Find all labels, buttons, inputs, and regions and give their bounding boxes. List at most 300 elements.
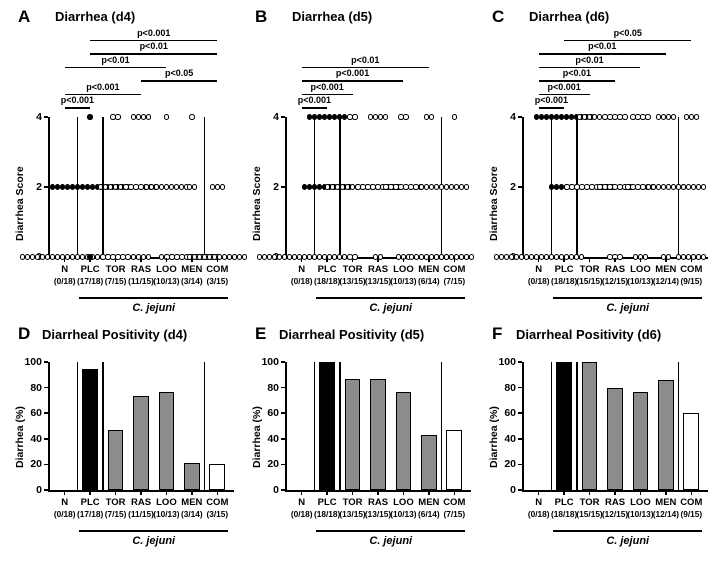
x-tick-label: RAS	[367, 264, 389, 275]
bar	[633, 392, 649, 490]
x-tick-label: COM	[443, 497, 466, 508]
data-point	[115, 114, 120, 119]
y-tick-label: 40	[504, 432, 516, 445]
bar	[108, 430, 124, 490]
x-tick	[454, 491, 455, 495]
y-tick-label: 20	[30, 458, 42, 471]
y-axis-line	[285, 362, 287, 491]
x-tick-label: MEN	[181, 264, 203, 275]
y-tick	[518, 438, 522, 440]
x-tick-sublabel: (0/18)	[527, 276, 550, 286]
x-tick-label: MEN	[418, 497, 440, 508]
y-axis-line	[48, 362, 50, 491]
x-tick-sublabel: (15/15)	[576, 509, 603, 519]
y-tick-label: 40	[30, 432, 42, 445]
x-tick-sublabel: (13/15)	[339, 509, 366, 519]
significance-label: p<0.001	[335, 68, 370, 78]
panel-title: Diarrhea (d6)	[529, 9, 610, 24]
data-point	[87, 114, 92, 119]
x-tick-sublabel: (17/18)	[76, 276, 104, 286]
x-tick-sublabel: (18/18)	[313, 509, 341, 519]
significance-bar	[302, 80, 404, 82]
data-point	[645, 114, 650, 119]
x-tick	[326, 258, 327, 262]
x-tick-sublabel: (6/14)	[418, 509, 440, 519]
x-tick-sublabel: (10/13)	[390, 509, 417, 519]
x-tick-label: TOR	[105, 497, 126, 508]
x-tick-sublabel: (10/13)	[390, 276, 417, 286]
significance-label: p<0.001	[86, 81, 120, 92]
panel-b	[237, 0, 474, 314]
x-tick	[614, 491, 615, 495]
y-tick	[44, 361, 48, 363]
x-tick-label: RAS	[604, 264, 626, 275]
x-tick	[403, 258, 404, 262]
panel-c	[474, 0, 711, 314]
bar	[209, 464, 225, 490]
y-tick	[281, 438, 285, 440]
bar	[396, 392, 412, 490]
significance-bar	[302, 67, 429, 69]
x-tick-sublabel: (3/14)	[181, 276, 203, 286]
x-tick	[166, 491, 167, 495]
data-point	[452, 114, 457, 119]
data-point	[671, 114, 676, 119]
x-tick	[665, 258, 666, 262]
x-tick-sublabel: (0/18)	[290, 509, 313, 519]
group-bracket-label: C. jejuni	[369, 535, 413, 547]
y-axis-title: Diarrhea (%)	[488, 406, 500, 468]
x-tick-sublabel: (18/18)	[313, 276, 341, 286]
y-tick-label: 80	[504, 381, 516, 394]
significance-bar	[90, 53, 217, 55]
x-tick-sublabel: (17/18)	[76, 509, 104, 519]
x-tick-sublabel: (7/15)	[104, 276, 127, 286]
significance-label: p<0.01	[562, 68, 591, 78]
panel-letter: A	[18, 7, 31, 26]
x-tick	[589, 258, 590, 262]
data-point	[579, 254, 584, 259]
significance-label: p<0.001	[534, 95, 569, 105]
group-separator-line	[204, 362, 206, 491]
bar	[319, 362, 335, 490]
x-tick-sublabel: (0/18)	[53, 276, 76, 286]
group-separator-line	[678, 362, 680, 491]
y-tick	[44, 438, 48, 440]
y-axis-title: Diarrhea Score	[14, 166, 26, 241]
x-tick	[89, 491, 90, 495]
x-tick	[538, 258, 539, 262]
x-tick-label: LOO	[156, 497, 177, 508]
x-tick	[166, 258, 167, 262]
significance-label: p<0.01	[351, 54, 380, 65]
y-tick-label: 40	[267, 432, 279, 445]
x-tick-label: MEN	[181, 497, 203, 508]
x-tick-label: MEN	[418, 264, 440, 275]
x-tick-sublabel: (13/15)	[364, 276, 392, 286]
group-bracket-label: C. jejuni	[606, 535, 650, 547]
group-separator-line	[77, 362, 79, 491]
bar	[184, 463, 200, 490]
significance-bar	[539, 107, 564, 109]
significance-bar	[539, 80, 615, 82]
significance-bar	[65, 94, 141, 96]
x-tick	[352, 491, 353, 495]
y-tick	[518, 361, 522, 363]
y-tick	[44, 489, 48, 491]
x-tick	[377, 258, 378, 262]
panel-e	[237, 300, 474, 567]
y-tick-label: 4	[510, 111, 516, 123]
bar	[683, 413, 699, 490]
x-tick	[428, 258, 429, 262]
group-bracket-label: C. jejuni	[606, 302, 650, 314]
group-bracket-line	[553, 530, 702, 532]
y-axis-line	[522, 362, 524, 491]
y-tick-label: 2	[510, 181, 516, 193]
x-tick-label: COM	[206, 264, 229, 275]
y-tick-label: 20	[504, 458, 516, 471]
x-tick-label: LOO	[393, 264, 414, 275]
y-tick-label: 4	[36, 111, 42, 123]
data-point	[701, 184, 706, 189]
y-tick-label: 80	[267, 381, 279, 394]
y-tick	[44, 116, 48, 118]
x-tick	[691, 258, 692, 262]
significance-label: p<0.001	[547, 81, 581, 92]
y-tick	[518, 489, 522, 491]
x-tick-sublabel: (12/14)	[652, 509, 679, 519]
panel-title: Diarrheal Positivity (d4)	[42, 327, 188, 342]
bar	[446, 430, 462, 490]
y-tick-label: 60	[30, 407, 42, 420]
x-tick-label: RAS	[130, 264, 152, 275]
x-tick-sublabel: (12/15)	[601, 509, 629, 519]
significance-label: p<0.01	[101, 54, 130, 65]
bar	[370, 379, 386, 490]
x-tick	[140, 491, 141, 495]
x-tick-sublabel: (12/15)	[601, 276, 629, 286]
y-tick-label: 2	[36, 181, 42, 193]
x-tick-sublabel: (3/14)	[181, 509, 203, 519]
panel-letter: B	[255, 7, 268, 26]
x-tick-sublabel: (18/18)	[550, 509, 578, 519]
x-tick	[665, 491, 666, 495]
x-tick	[538, 491, 539, 495]
x-tick	[428, 491, 429, 495]
y-tick	[281, 361, 285, 363]
significance-label: p<0.05	[165, 68, 194, 78]
significance-bar	[65, 67, 167, 69]
y-tick	[44, 412, 48, 414]
data-point	[125, 254, 130, 259]
y-tick	[518, 186, 522, 188]
x-tick	[64, 258, 65, 262]
bar	[421, 435, 437, 490]
group-separator-line	[576, 362, 578, 491]
x-tick-label: PLC	[554, 264, 574, 275]
x-tick-label: COM	[443, 264, 466, 275]
significance-label: p<0.001	[60, 95, 95, 105]
x-tick	[301, 491, 302, 495]
x-tick-label: RAS	[367, 497, 389, 508]
y-tick	[518, 387, 522, 389]
x-tick-label: PLC	[80, 497, 100, 508]
x-tick-sublabel: (9/15)	[680, 509, 703, 519]
group-separator-line	[102, 362, 104, 491]
x-tick-sublabel: (0/18)	[527, 509, 550, 519]
x-tick-label: PLC	[554, 497, 574, 508]
x-tick	[217, 491, 218, 495]
panel-f	[474, 300, 711, 567]
x-tick-label: N	[535, 264, 543, 275]
x-tick	[140, 258, 141, 262]
x-tick-label: PLC	[80, 264, 100, 275]
x-tick-label: N	[535, 497, 543, 508]
data-point	[146, 114, 151, 119]
panel-title: Diarrheal Positivity (d5)	[279, 327, 425, 342]
x-tick-label: PLC	[317, 497, 337, 508]
y-tick	[518, 464, 522, 466]
x-tick-label: TOR	[579, 497, 600, 508]
x-tick	[614, 258, 615, 262]
panel-letter: C	[492, 7, 505, 26]
x-tick-sublabel: (9/15)	[680, 276, 703, 286]
x-tick-sublabel: (10/13)	[153, 509, 180, 519]
x-tick	[563, 258, 564, 262]
x-tick-label: RAS	[604, 497, 626, 508]
data-point	[164, 114, 169, 119]
x-tick-sublabel: (12/14)	[652, 276, 679, 286]
y-tick-label: 0	[273, 484, 279, 496]
bar	[82, 369, 98, 490]
x-tick-sublabel: (0/18)	[53, 509, 76, 519]
x-tick-sublabel: (7/15)	[443, 509, 466, 519]
bar	[582, 362, 598, 490]
significance-bar	[90, 40, 217, 42]
x-tick-label: N	[61, 497, 69, 508]
panel-title: Diarrhea (d4)	[55, 9, 136, 24]
y-tick	[281, 412, 285, 414]
x-tick	[377, 491, 378, 495]
x-tick-label: MEN	[655, 264, 677, 275]
x-tick-sublabel: (10/13)	[627, 509, 654, 519]
x-tick	[640, 258, 641, 262]
y-tick	[281, 387, 285, 389]
group-bracket-line	[316, 297, 465, 299]
x-tick-sublabel: (18/18)	[550, 276, 578, 286]
x-tick-label: LOO	[630, 264, 651, 275]
data-point	[192, 184, 197, 189]
bar	[658, 380, 674, 490]
bar	[133, 396, 149, 490]
x-tick	[326, 491, 327, 495]
x-tick	[454, 258, 455, 262]
significance-bar	[302, 94, 353, 96]
x-tick-sublabel: (13/15)	[339, 276, 366, 286]
panel-title: Diarrheal Positivity (d6)	[516, 327, 662, 342]
bar	[345, 379, 361, 490]
x-tick-label: LOO	[630, 497, 651, 508]
panel-letter: F	[492, 324, 503, 343]
group-bracket-line	[79, 297, 228, 299]
data-point	[146, 254, 151, 259]
x-tick	[301, 258, 302, 262]
y-tick-label: 100	[498, 356, 516, 368]
data-point	[189, 114, 194, 119]
group-separator-line	[204, 117, 206, 258]
y-tick-label: 2	[273, 181, 279, 193]
y-tick	[281, 464, 285, 466]
x-tick-sublabel: (13/15)	[364, 509, 392, 519]
panel-d	[0, 300, 237, 567]
x-tick-label: LOO	[393, 497, 414, 508]
x-tick-label: N	[298, 264, 306, 275]
y-tick	[44, 464, 48, 466]
panel-a	[0, 0, 237, 314]
x-tick-label: TOR	[579, 264, 600, 275]
group-separator-line	[339, 362, 341, 491]
significance-bar	[564, 40, 691, 42]
x-tick	[115, 491, 116, 495]
x-tick-label: LOO	[156, 264, 177, 275]
y-tick	[44, 387, 48, 389]
group-bracket-label: C. jejuni	[369, 302, 413, 314]
x-tick	[64, 491, 65, 495]
x-tick-label: N	[61, 264, 69, 275]
x-tick-sublabel: (10/13)	[153, 276, 180, 286]
significance-label: p<0.01	[588, 41, 617, 51]
x-tick-sublabel: (0/18)	[290, 276, 313, 286]
group-bracket-line	[316, 530, 465, 532]
y-axis-title: Diarrhea (%)	[14, 406, 26, 468]
x-tick-sublabel: (3/15)	[206, 509, 229, 519]
x-tick-label: RAS	[130, 497, 152, 508]
y-tick-label: 60	[504, 407, 516, 420]
y-tick	[281, 116, 285, 118]
x-tick-sublabel: (10/13)	[627, 276, 654, 286]
x-tick	[640, 491, 641, 495]
group-separator-line	[551, 362, 553, 491]
x-tick-label: TOR	[342, 264, 363, 275]
y-tick-label: 80	[30, 381, 42, 394]
group-bracket-line	[553, 297, 702, 299]
panel-letter: E	[255, 324, 267, 343]
data-point	[464, 184, 469, 189]
y-axis-title: Diarrhea Score	[251, 166, 263, 241]
y-tick-label: 100	[24, 356, 42, 368]
significance-bar	[539, 53, 666, 55]
y-tick	[518, 116, 522, 118]
data-point	[617, 254, 622, 259]
bar	[159, 392, 175, 490]
data-point	[383, 114, 388, 119]
data-point	[429, 114, 434, 119]
x-tick	[352, 258, 353, 262]
x-tick-sublabel: (7/15)	[104, 509, 127, 519]
bar	[607, 388, 623, 490]
data-point	[643, 254, 648, 259]
x-tick	[191, 258, 192, 262]
x-tick	[563, 491, 564, 495]
x-tick-label: TOR	[342, 497, 363, 508]
x-tick	[115, 258, 116, 262]
significance-label: p<0.01	[139, 41, 168, 51]
y-tick-label: 60	[267, 407, 279, 420]
y-tick	[281, 186, 285, 188]
x-tick-label: N	[298, 497, 306, 508]
significance-label: p<0.05	[613, 27, 642, 38]
x-tick-label: COM	[680, 264, 703, 275]
significance-label: p<0.001	[310, 81, 344, 92]
y-tick-label: 4	[273, 111, 279, 123]
x-tick-sublabel: (6/14)	[418, 276, 440, 286]
x-tick-sublabel: (15/15)	[576, 276, 603, 286]
significance-label: p<0.001	[297, 95, 332, 105]
group-bracket-label: C. jejuni	[132, 535, 176, 547]
x-tick	[691, 491, 692, 495]
x-tick-label: MEN	[655, 497, 677, 508]
group-bracket-line	[79, 530, 228, 532]
x-tick	[191, 491, 192, 495]
y-axis-title: Diarrhea Score	[488, 166, 500, 241]
x-tick-label: PLC	[317, 264, 337, 275]
significance-bar	[65, 107, 90, 109]
y-tick-label: 0	[510, 484, 516, 496]
bar	[556, 362, 572, 490]
y-tick	[518, 412, 522, 414]
x-tick	[589, 491, 590, 495]
data-point	[342, 254, 347, 259]
y-tick-label: 100	[261, 356, 279, 368]
y-axis-title: Diarrhea (%)	[251, 406, 263, 468]
group-separator-line	[314, 362, 316, 491]
y-axis-line	[522, 117, 524, 258]
group-separator-line	[441, 362, 443, 491]
x-tick-sublabel: (3/15)	[206, 276, 229, 286]
data-point	[352, 114, 357, 119]
y-tick	[44, 186, 48, 188]
group-bracket-label: C. jejuni	[132, 302, 176, 314]
data-point	[694, 114, 699, 119]
x-tick	[403, 491, 404, 495]
data-point	[622, 114, 627, 119]
x-tick-label: TOR	[105, 264, 126, 275]
panel-title: Diarrhea (d5)	[292, 9, 373, 24]
panel-letter: D	[18, 324, 31, 343]
y-tick-label: 0	[36, 484, 42, 496]
data-point	[403, 114, 408, 119]
y-axis-line	[285, 117, 287, 258]
significance-label: p<0.001	[137, 27, 171, 38]
x-tick	[217, 258, 218, 262]
significance-bar	[539, 67, 641, 69]
significance-bar	[539, 94, 590, 96]
x-tick-sublabel: (11/15)	[128, 509, 154, 519]
x-tick-sublabel: (11/15)	[128, 276, 154, 286]
x-tick	[89, 258, 90, 262]
x-tick-label: COM	[680, 497, 703, 508]
y-tick-label: 20	[267, 458, 279, 471]
significance-bar	[302, 107, 327, 109]
significance-bar	[141, 80, 217, 82]
data-point	[220, 184, 225, 189]
significance-label: p<0.01	[575, 54, 604, 65]
x-tick-label: COM	[206, 497, 229, 508]
y-tick	[281, 489, 285, 491]
x-tick-sublabel: (7/15)	[443, 276, 466, 286]
data-point	[701, 254, 706, 259]
